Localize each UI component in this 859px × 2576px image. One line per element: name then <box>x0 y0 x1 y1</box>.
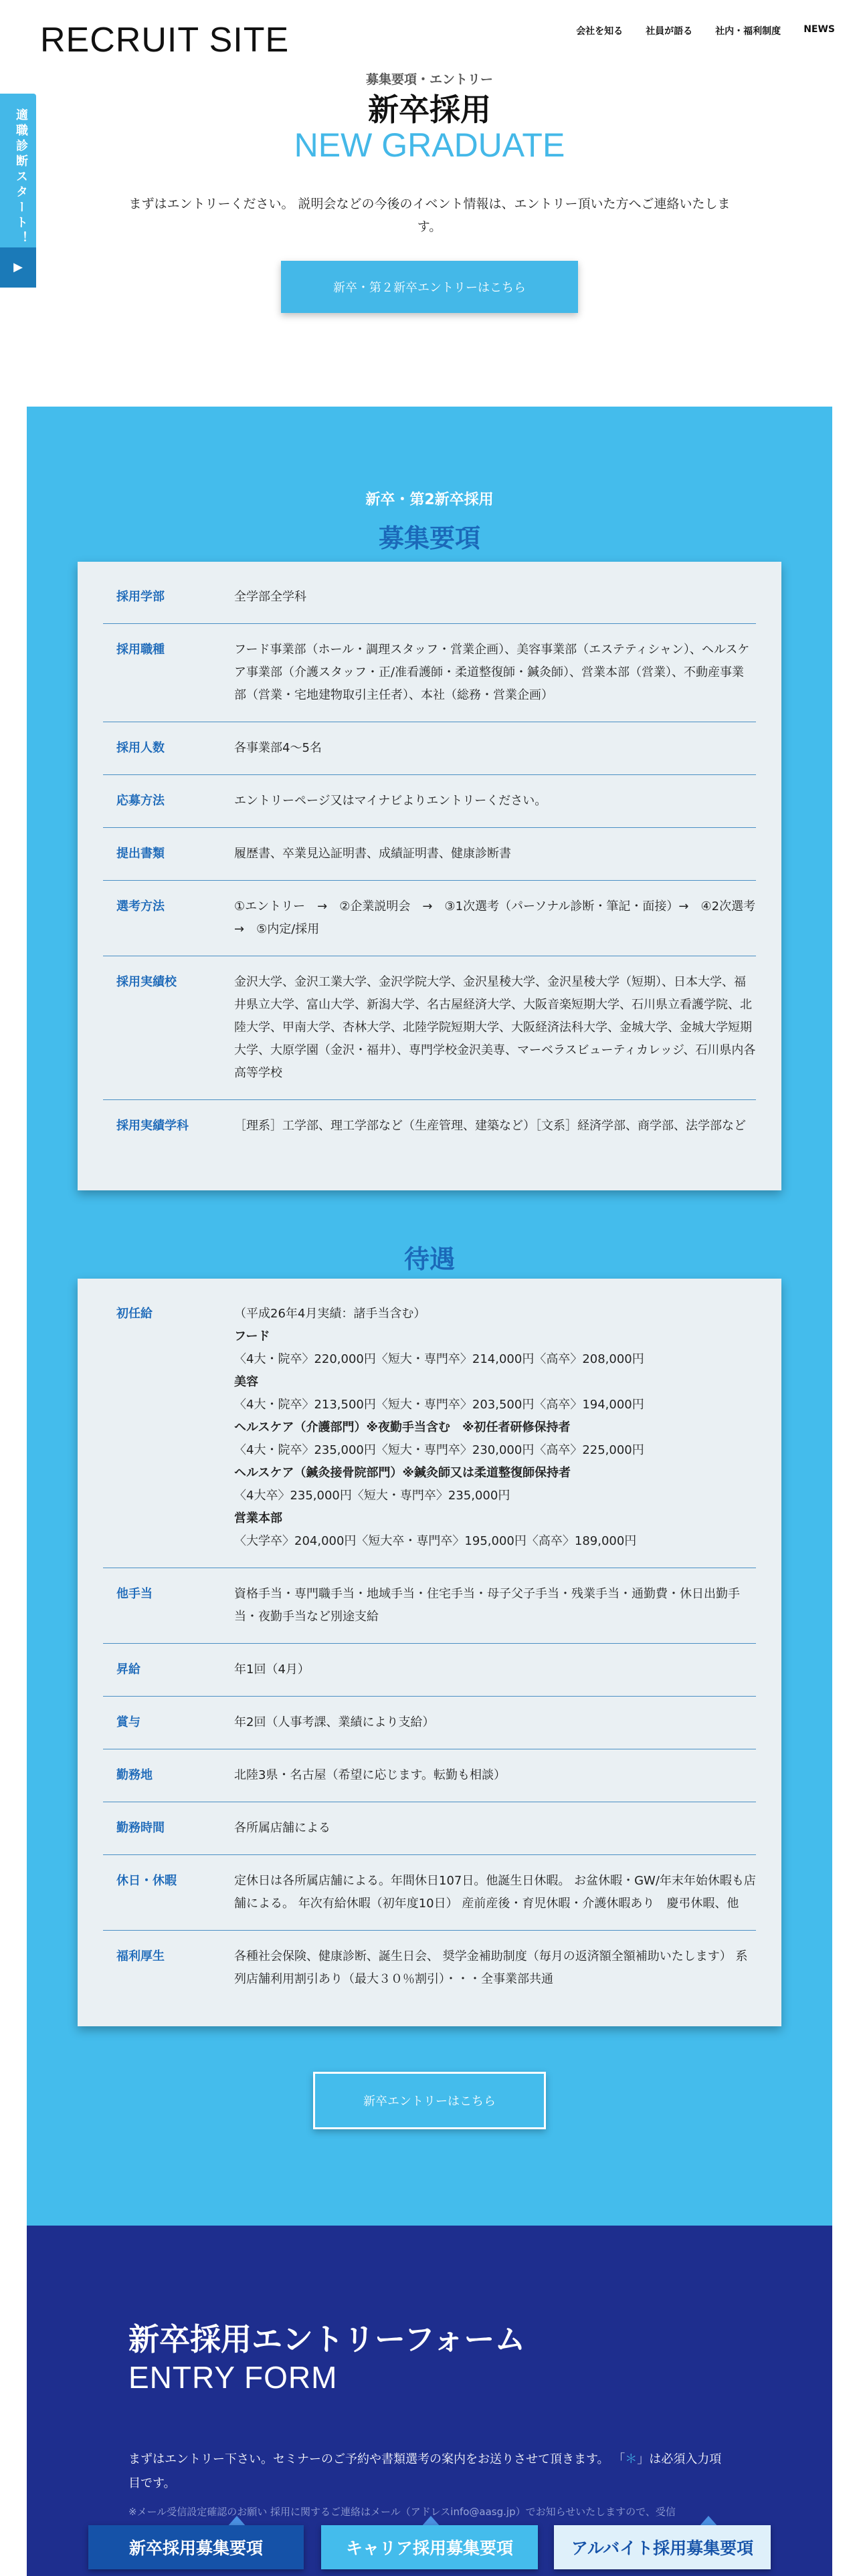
row-label: 賞与 <box>116 1715 140 1729</box>
intro-text: まずはエントリーください。 説明会などの今後のイベント情報は、エントリー頂いた方へご連絡いたします。 <box>128 197 731 234</box>
nav-item-voices[interactable]: 社員が語る <box>646 26 693 37</box>
intro-text-after: 」は必須入力項目です。 <box>128 2452 722 2490</box>
row-value: ［理系］工学部、理工学部など（生産管理、建築など）［文系］経済学部、商学部、法学部など <box>234 1119 746 1133</box>
salary-line: （平成26年4月実績：諸手当含む） <box>234 1307 426 1321</box>
salary-heading: 美容 <box>234 1375 258 1389</box>
row-value: フード事業部（ホール・調理スタッフ・営業企画）、美容事業部（エステティシャン）、ヘルスケア事業部（介護スタッフ・正/准看護師・柔道整復師・鍼灸師）、営業本部（営業）、不動産事業部（営業・宅地建物取引主任者）、本社（総務・営業企画） <box>234 643 750 702</box>
row-label: 提出書類 <box>116 847 165 861</box>
table-row <box>103 1568 756 1644</box>
table-row <box>103 571 756 624</box>
table-row <box>103 1288 756 1568</box>
salary-line: 〈4大・院卒〉220,000円〈短大・専門卒〉214,000円〈高卒〉208,000円 <box>234 1352 644 1366</box>
salary-heading: フード <box>234 1329 270 1344</box>
table-row <box>103 722 756 775</box>
career-requirements-button[interactable]: キャリア採用募集要項 <box>321 2525 538 2569</box>
row-value: 資格手当・専門職手当・地域手当・住宅手当・母子父子手当・残業手当・通勤費・休日出勤手当・夜勤手当など別途支給 <box>234 1587 740 1624</box>
row-label: 勤務地 <box>116 1768 153 1782</box>
entry-form-title-en: ENTRY FORM <box>128 2360 338 2395</box>
page-title: 新卒採用 <box>368 92 491 128</box>
row-label: 採用学部 <box>116 590 165 604</box>
row-label: 他手当 <box>116 1587 153 1601</box>
table-row <box>103 1802 756 1855</box>
row-value: 年2回（人事考課、業績により支給） <box>234 1715 435 1729</box>
intro-text-before: まずはエントリー下さい。セミナーのご予約や書類選考の案内をお送りさせて頂きます。 「 <box>128 2452 626 2466</box>
table-row <box>103 775 756 828</box>
row-value: 各所属店舗による <box>234 1821 330 1835</box>
table-row <box>103 1931 756 2006</box>
table-row <box>103 881 768 956</box>
row-value: 全学部全学科 <box>234 590 306 604</box>
requirements-table <box>78 562 781 1190</box>
salary-line: 〈4大卒〉235,000円〈短大・専門卒〉235,000円 <box>234 1489 510 1503</box>
requirements-title: 募集要項 <box>378 524 480 553</box>
required-mark: ＊ <box>625 2452 638 2466</box>
row-label: 勤務時間 <box>116 1821 165 1835</box>
entry-form-title: 新卒採用エントリーフォーム <box>128 2321 526 2357</box>
table-row <box>103 1749 756 1802</box>
salary-heading: 営業本部 <box>234 1511 282 1525</box>
salary-details <box>234 1303 756 1553</box>
entry-form-intro <box>128 2448 731 2496</box>
page-subtitle: 募集要項・エントリー <box>365 72 493 87</box>
row-label: 採用実績校 <box>116 975 177 989</box>
site-header <box>0 0 859 74</box>
row-label: 昇給 <box>116 1662 140 1677</box>
row-value: 年1回（4月） <box>234 1662 310 1677</box>
salary-line: 〈大学卒〉204,000円〈短大卒・専門卒〉195,000円〈高卒〉189,000円 <box>234 1534 637 1548</box>
row-value: 定休日は各所属店舗による。年間休日107日。他誕生日休暇。 お盆休暇・GW/年末年始休暇も店舗による。 年次有給休暇（初年度10日） 産前産後・育児休暇・介護休暇あり 慶弔休暇、他 <box>234 1874 756 1911</box>
nav-item-news[interactable]: NEWS <box>803 24 835 35</box>
play-arrow-icon[interactable]: ▶ <box>0 247 36 288</box>
site-logo[interactable]: RECRUIT SITE <box>40 21 290 60</box>
salary-line: 〈4大・院卒〉235,000円〈短大・専門卒〉230,000円〈高卒〉225,000円 <box>234 1443 644 1457</box>
page-title-en: NEW GRADUATE <box>294 126 565 164</box>
part-time-requirements-button[interactable]: アルバイト採用募集要項 <box>554 2525 771 2569</box>
salary-line: 〈4大・院卒〉213,500円〈短大・専門卒〉203,500円〈高卒〉194,000円 <box>234 1398 644 1412</box>
treatment-table <box>78 1279 781 2026</box>
row-value: 北陸3県・名古屋（希望に応じます。転勤も相談） <box>234 1768 506 1782</box>
table-row <box>103 1697 756 1749</box>
salary-heading: ヘルスケア（鍼灸接骨院部門）※鍼灸師又は柔道整復師保持者 <box>234 1466 571 1480</box>
table-row <box>103 624 756 722</box>
requirements-subtitle: 新卒・第2新卒採用 <box>365 492 494 508</box>
row-value: 金沢大学、金沢工業大学、金沢学院大学、金沢星稜大学、金沢星稜大学（短期）、日本大学、福井県立大学、富山大学、新潟大学、名古屋経済大学、大阪音楽短期大学、石川県立看護学院、北陸大学、甲南大学、杏林大学、北陸学院短期大学、大阪経済法科大学、金城大学、金城大学短期大学、大原学園（金沢・福井）、専門学校金沢美専、マーベラスビューティカレッジ、石川県内各高等学校 <box>234 975 756 1080</box>
table-row <box>103 828 756 881</box>
row-value: 各種社会保険、健康診断、誕生日会、 奨学金補助制度（毎月の返済額全額補助いたします） 系列店舗利用割引あり（最大３０％割引）・・・全事業部共通 <box>234 1949 748 1986</box>
aptitude-test-label: 適職診断スタート！ <box>14 108 28 247</box>
nav-item-welfare[interactable]: 社内・福利制度 <box>715 26 781 37</box>
row-value: エントリーページ又はマイナビよりエントリーください。 <box>234 794 547 808</box>
row-label: 初任給 <box>116 1307 153 1321</box>
row-label: 応募方法 <box>116 794 165 808</box>
new-grad-requirements-button[interactable]: 新卒採用募集要項 <box>88 2525 304 2569</box>
salary-heading: ヘルスケア（介護部門）※夜勤手当含む ※初任者研修保持者 <box>234 1420 571 1434</box>
row-label: 採用人数 <box>116 741 165 755</box>
table-row <box>103 956 756 1100</box>
nav-item-company[interactable]: 会社を知る <box>576 26 624 37</box>
email-notice: ※メール受信設定確認のお願い 採用に関するご連絡はメール（アドレスinfo@aasg.jp）でお知らせいたしますので、受信 <box>128 2506 676 2518</box>
row-value: 各事業部4～5名 <box>234 741 322 755</box>
treatment-title: 待遇 <box>403 1245 455 1274</box>
table-row <box>103 1644 756 1697</box>
row-value: 履歴書、卒業見込証明書、成績証明書、健康診断書 <box>234 847 511 861</box>
row-label: 休日・休暇 <box>116 1874 177 1888</box>
table-row <box>103 1855 756 1931</box>
global-nav <box>576 24 835 37</box>
row-label: 採用実績学科 <box>116 1119 189 1133</box>
table-row <box>103 1100 756 1152</box>
row-label: 選考方法 <box>116 899 165 914</box>
row-label: 採用職種 <box>116 643 165 657</box>
row-value: ①エントリー → ②企業説明会 → ③1次選考（パーソナル診断・筆記・面接）→ ④2次選考 → ⑤内定/採用 <box>234 899 768 936</box>
new-graduate-entry-button[interactable]: 新卒・第２新卒エントリーはこちら <box>281 261 578 313</box>
new-grad-entry-button[interactable]: 新卒エントリーはこちら <box>313 2072 546 2129</box>
row-label: 福利厚生 <box>116 1949 165 1963</box>
